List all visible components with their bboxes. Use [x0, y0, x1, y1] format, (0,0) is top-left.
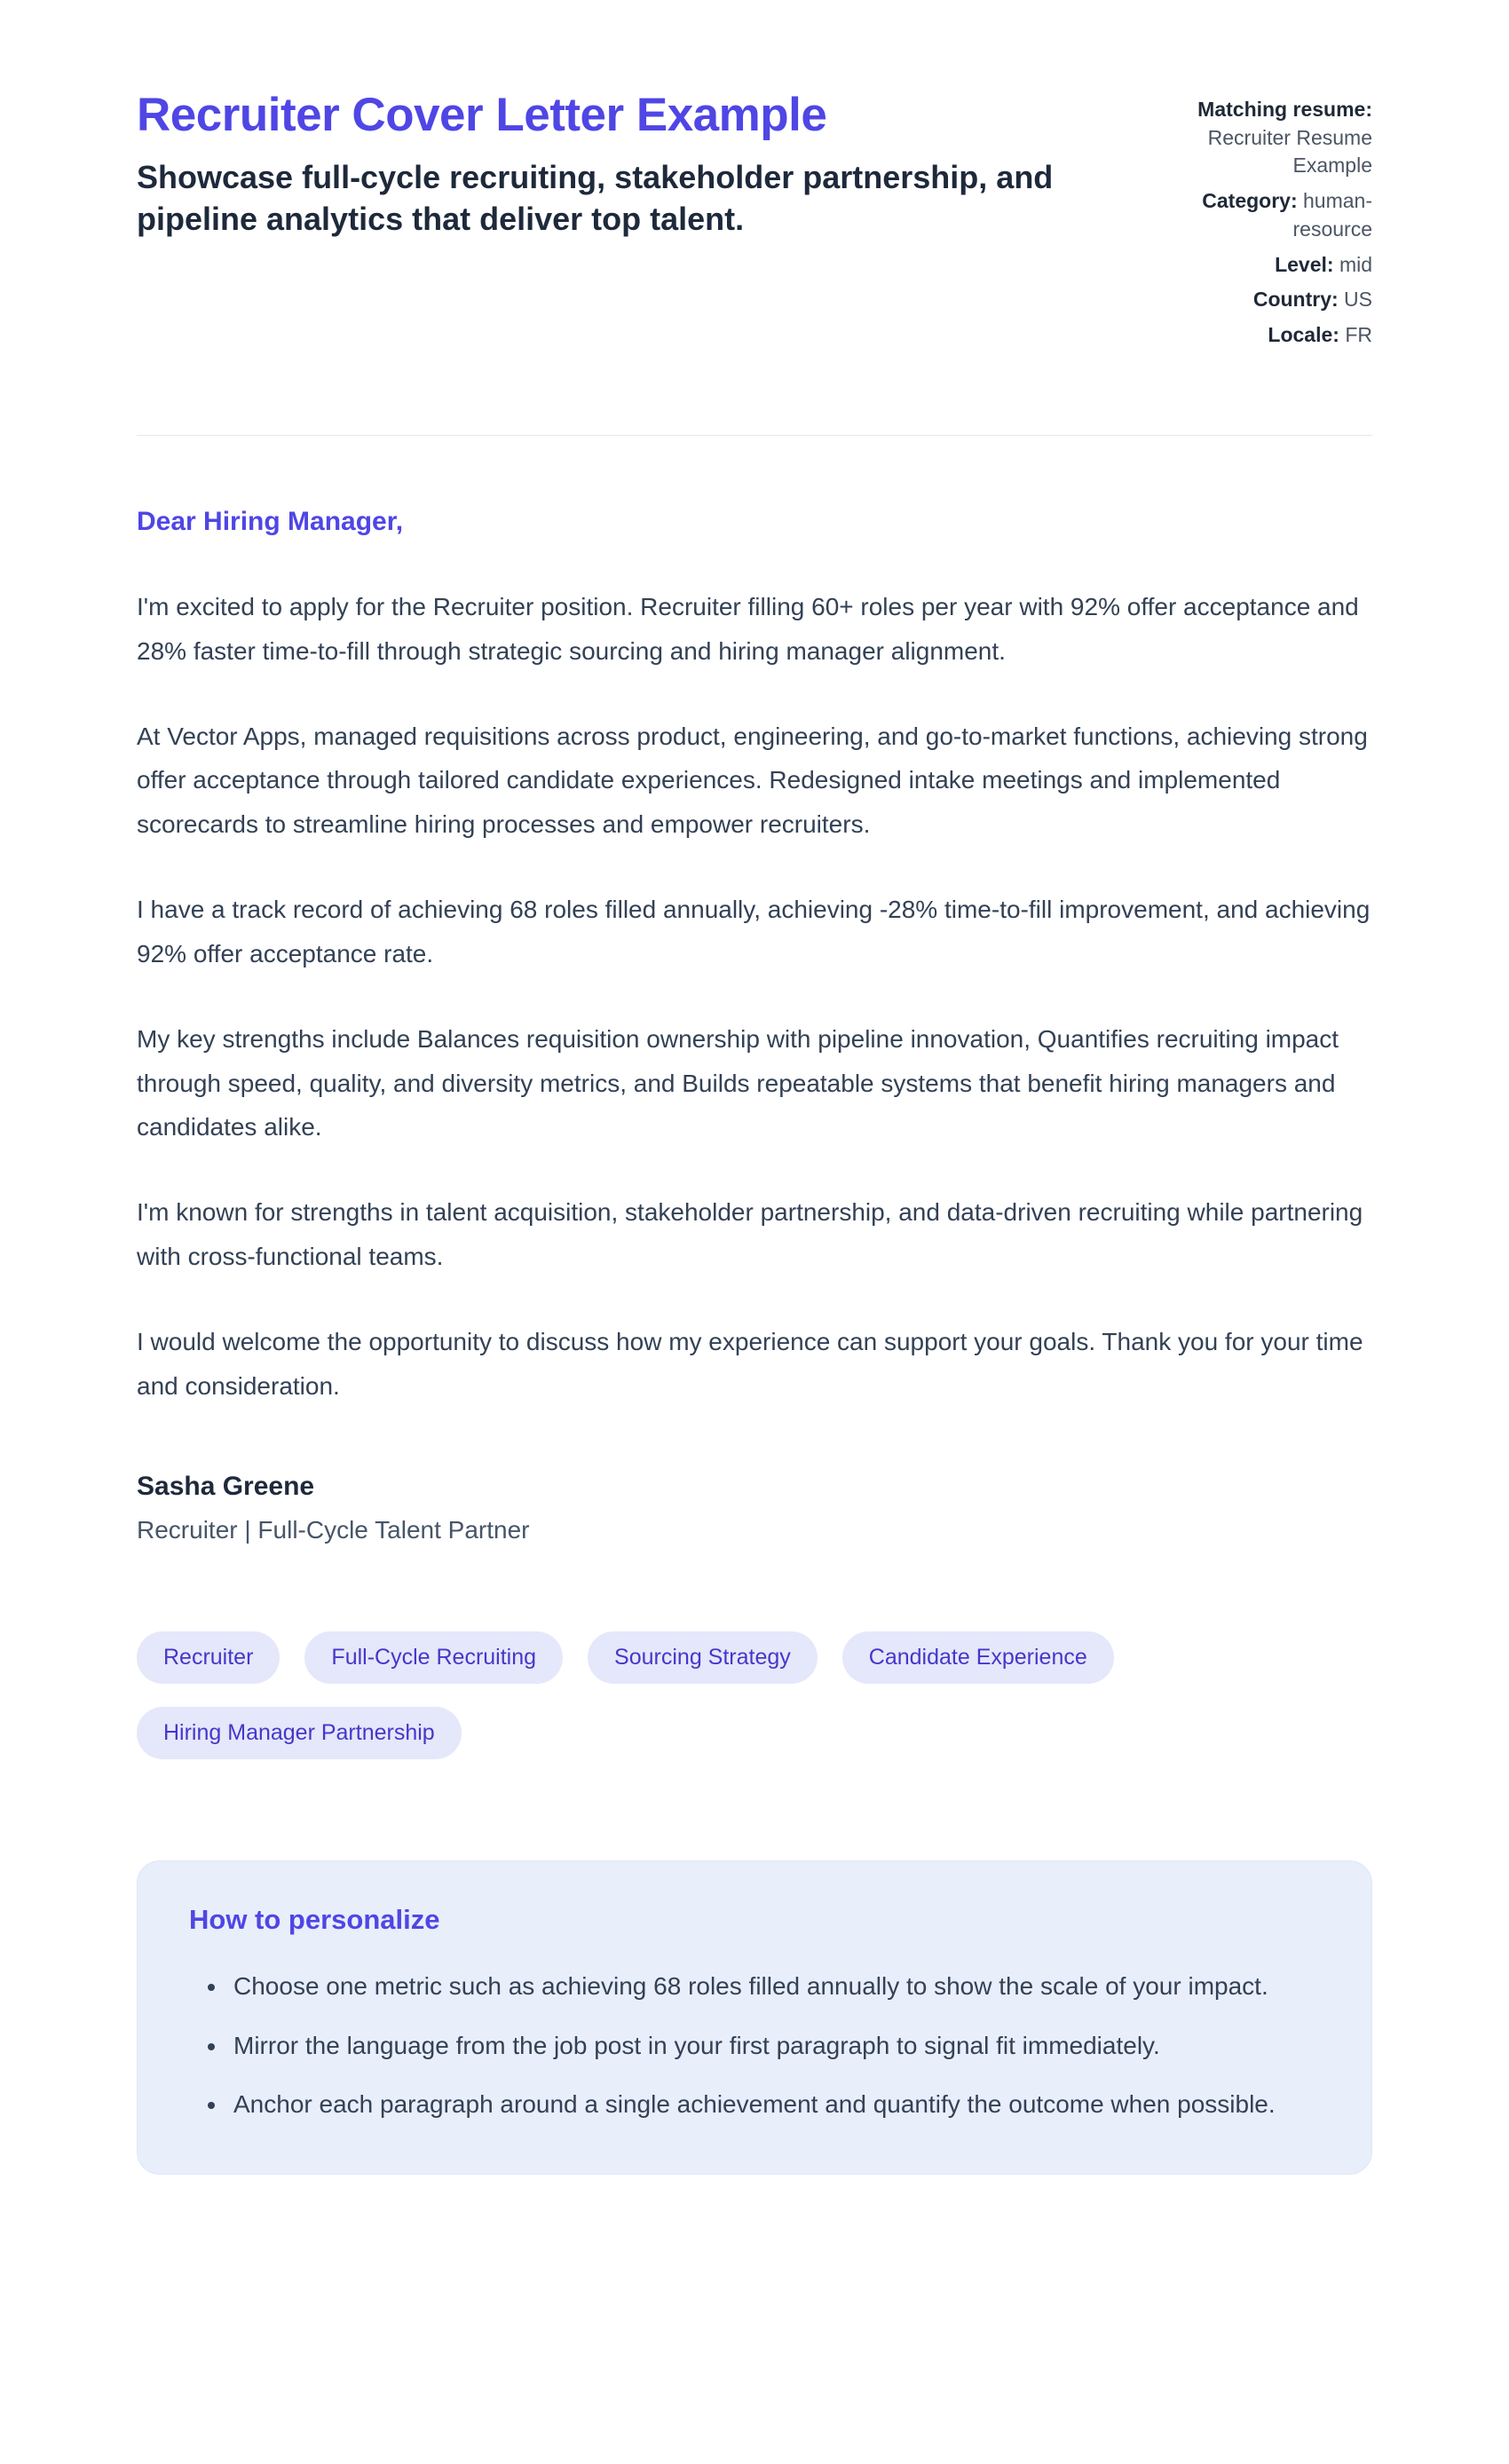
meta-value: mid [1339, 252, 1372, 276]
resume-meta-panel [1149, 89, 1372, 357]
tag-pill-hiring-manager-partnership[interactable]: Hiring Manager Partnership [137, 1707, 462, 1759]
letter-paragraph: My key strengths include Balances requisition ownership with pipeline innovation, Quantifies recruiting impact through speed, quality, and diversity metrics, and Builds repeatable systems that benefit hiring managers and candidates alike. [137, 1024, 1339, 1141]
tips-list [189, 1964, 1320, 2127]
meta-value: human-resource [1292, 189, 1372, 241]
meta-row-matching-resume [1149, 96, 1372, 180]
signature-name: Sasha Greene [137, 1472, 315, 1502]
header-title-block [137, 89, 1064, 241]
header-divider [137, 435, 1372, 436]
meta-label: Category: [1202, 189, 1298, 213]
tag-list [137, 1631, 1372, 1759]
letter-paragraph: I'm excited to apply for the Recruiter position. Recruiter filling 60+ roles per year with 92% offer acceptance and 28% faster time-to-fill through strategic sourcing and hiring manager alignment. [137, 592, 1359, 665]
meta-label: Matching resume: [1197, 98, 1372, 121]
page-title: Recruiter Cover Letter Example [137, 89, 827, 141]
tip-item: • Mirror the language from the job post in your first paragraph to signal fit immediately. [228, 2024, 1320, 2068]
cover-letter-body [137, 507, 1372, 2175]
meta-value: FR [1345, 323, 1372, 347]
header [137, 89, 1372, 357]
letter-paragraph: I would welcome the opportunity to discuss how my experience can support your goals. Thank you for your time and consideration. [137, 1327, 1363, 1400]
personalize-tips-box [137, 1860, 1372, 2174]
tip-item: • Choose one metric such as achieving 68 roles filled annually to show the scale of your impact. [228, 1964, 1320, 2009]
letter-paragraph: I have a track record of achieving 68 roles filled annually, achieving -28% time-to-fill improvement, and achieving 92% offer acceptance rate. [137, 896, 1371, 967]
meta-label: Locale: [1268, 323, 1339, 347]
meta-label: Country: [1252, 288, 1339, 312]
content-container [137, 89, 1372, 2175]
tip-item: • Anchor each paragraph around a single achievement and quantify the outcome when possible. [228, 2082, 1320, 2127]
meta-row-country [1149, 286, 1372, 314]
tag-pill-sourcing-strategy[interactable]: Sourcing Strategy [588, 1631, 818, 1684]
letter-paragraph: I'm known for strengths in talent acquisition, stakeholder partnership, and data-driven recruiting while partnering with cross-functional teams. [137, 1198, 1363, 1270]
salutation: Dear Hiring Manager, [137, 506, 404, 536]
signature-block [137, 1472, 1372, 1544]
meta-row-level [1149, 251, 1372, 280]
meta-row-locale [1149, 321, 1372, 350]
meta-value: US [1344, 288, 1372, 312]
meta-row-category [1149, 187, 1372, 243]
letter-paragraph: At Vector Apps, managed requisitions across product, engineering, and go-to-market functions, achieving strong offer acceptance through tailored candidate experiences. Redesigned intake meetings and implemented scorecards to streamline hiring processes and empower recruiters. [137, 722, 1368, 839]
tag-pill-recruiter[interactable]: Recruiter [137, 1631, 280, 1684]
tag-pill-candidate-experience[interactable]: Candidate Experience [842, 1631, 1114, 1684]
tips-heading: How to personalize [189, 1904, 440, 1936]
tag-pill-full-cycle-recruiting[interactable]: Full-Cycle Recruiting [304, 1631, 563, 1684]
meta-value: Recruiter Resume Example [1207, 125, 1372, 178]
page-subtitle: Showcase full-cycle recruiting, stakeholder partnership, and pipeline analytics that deliver top talent. [137, 158, 1054, 237]
meta-label: Level: [1275, 252, 1334, 276]
signature-role: Recruiter | Full-Cycle Talent Partner [137, 1516, 530, 1544]
